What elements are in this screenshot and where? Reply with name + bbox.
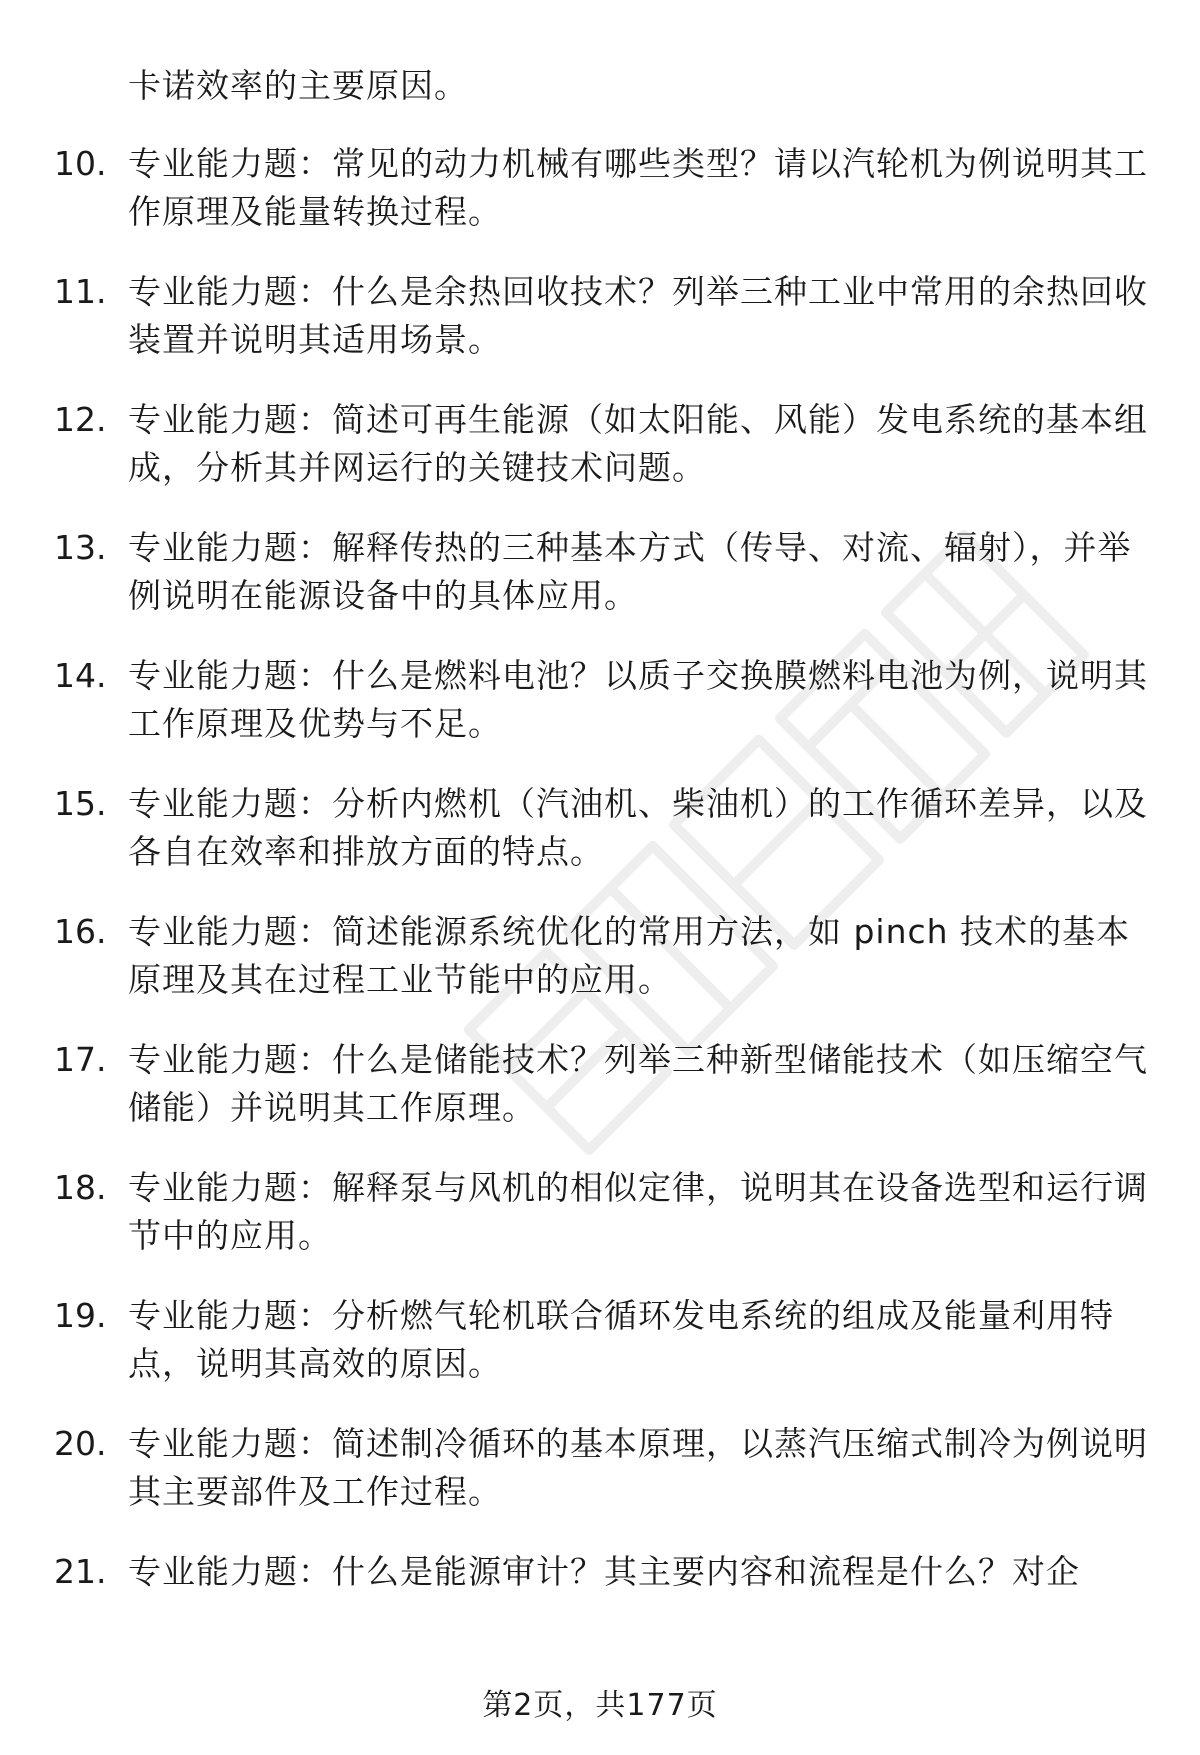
question-text: 专业能力题：分析燃气轮机联合循环发电系统的组成及能量利用特点，说明其高效的原因。 xyxy=(128,1296,1114,1383)
question-item xyxy=(0,1164,1200,1292)
question-text: 专业能力题：简述能源系统优化的常用方法，如 pinch 技术的基本原理及其在过程工业节能中的应用。 xyxy=(128,912,1131,999)
page-footer: 第2页，共177页 xyxy=(482,1688,718,1723)
question-item xyxy=(0,1036,1200,1164)
question-number: 20. xyxy=(54,1424,107,1463)
question-number: 14. xyxy=(54,656,107,695)
question-item xyxy=(0,1548,1200,1676)
question-item xyxy=(0,1292,1200,1420)
question-number: 18. xyxy=(54,1168,107,1207)
question-number: 21. xyxy=(54,1552,107,1591)
question-item xyxy=(0,1420,1200,1548)
question-number: 12. xyxy=(54,400,107,439)
question-number: 13. xyxy=(54,528,107,567)
question-item xyxy=(0,396,1200,524)
question-list xyxy=(0,140,1200,1676)
question-item xyxy=(0,652,1200,780)
question-text: 专业能力题：解释泵与风机的相似定律，说明其在设备选型和运行调节中的应用。 xyxy=(128,1168,1148,1255)
question-text: 专业能力题：什么是燃料电池？以质子交换膜燃料电池为例，说明其工作原理及优势与不足。 xyxy=(128,656,1148,743)
question-text: 专业能力题：什么是能源审计？其主要内容和流程是什么？对企 xyxy=(128,1552,1080,1591)
question-item xyxy=(0,524,1200,652)
question-text: 专业能力题：解释传热的三种基本方式（传导、对流、辐射），并举例说明在能源设备中的具体应用。 xyxy=(128,528,1132,615)
question-number: 15. xyxy=(54,784,107,823)
question-item xyxy=(0,780,1200,908)
question-text: 专业能力题：什么是余热回收技术？列举三种工业中常用的余热回收装置并说明其适用场景。 xyxy=(128,272,1148,359)
question-number: 17. xyxy=(54,1040,107,1079)
question-number: 16. xyxy=(54,912,107,951)
question-text: 专业能力题：什么是储能技术？列举三种新型储能技术（如压缩空气储能）并说明其工作原理。 xyxy=(128,1040,1148,1127)
question-text: 专业能力题：常见的动力机械有哪些类型？请以汽轮机为例说明其工作原理及能量转换过程。 xyxy=(128,144,1148,231)
question-text: 专业能力题：简述制冷循环的基本原理，以蒸汽压缩式制冷为例说明其主要部件及工作过程。 xyxy=(128,1424,1148,1511)
question-item xyxy=(0,268,1200,396)
question-text: 专业能力题：简述可再生能源（如太阳能、风能）发电系统的基本组成，分析其并网运行的关键技术问题。 xyxy=(128,400,1148,487)
continuation-text: 卡诺效率的主要原因。 xyxy=(128,66,468,105)
question-text: 专业能力题：分析内燃机（汽油机、柴油机）的工作循环差异，以及各自在效率和排放方面的特点。 xyxy=(128,784,1148,871)
question-item xyxy=(0,908,1200,1036)
question-number: 19. xyxy=(54,1296,107,1335)
question-number: 10. xyxy=(54,144,107,183)
question-item xyxy=(0,140,1200,268)
question-number: 11. xyxy=(54,272,107,311)
